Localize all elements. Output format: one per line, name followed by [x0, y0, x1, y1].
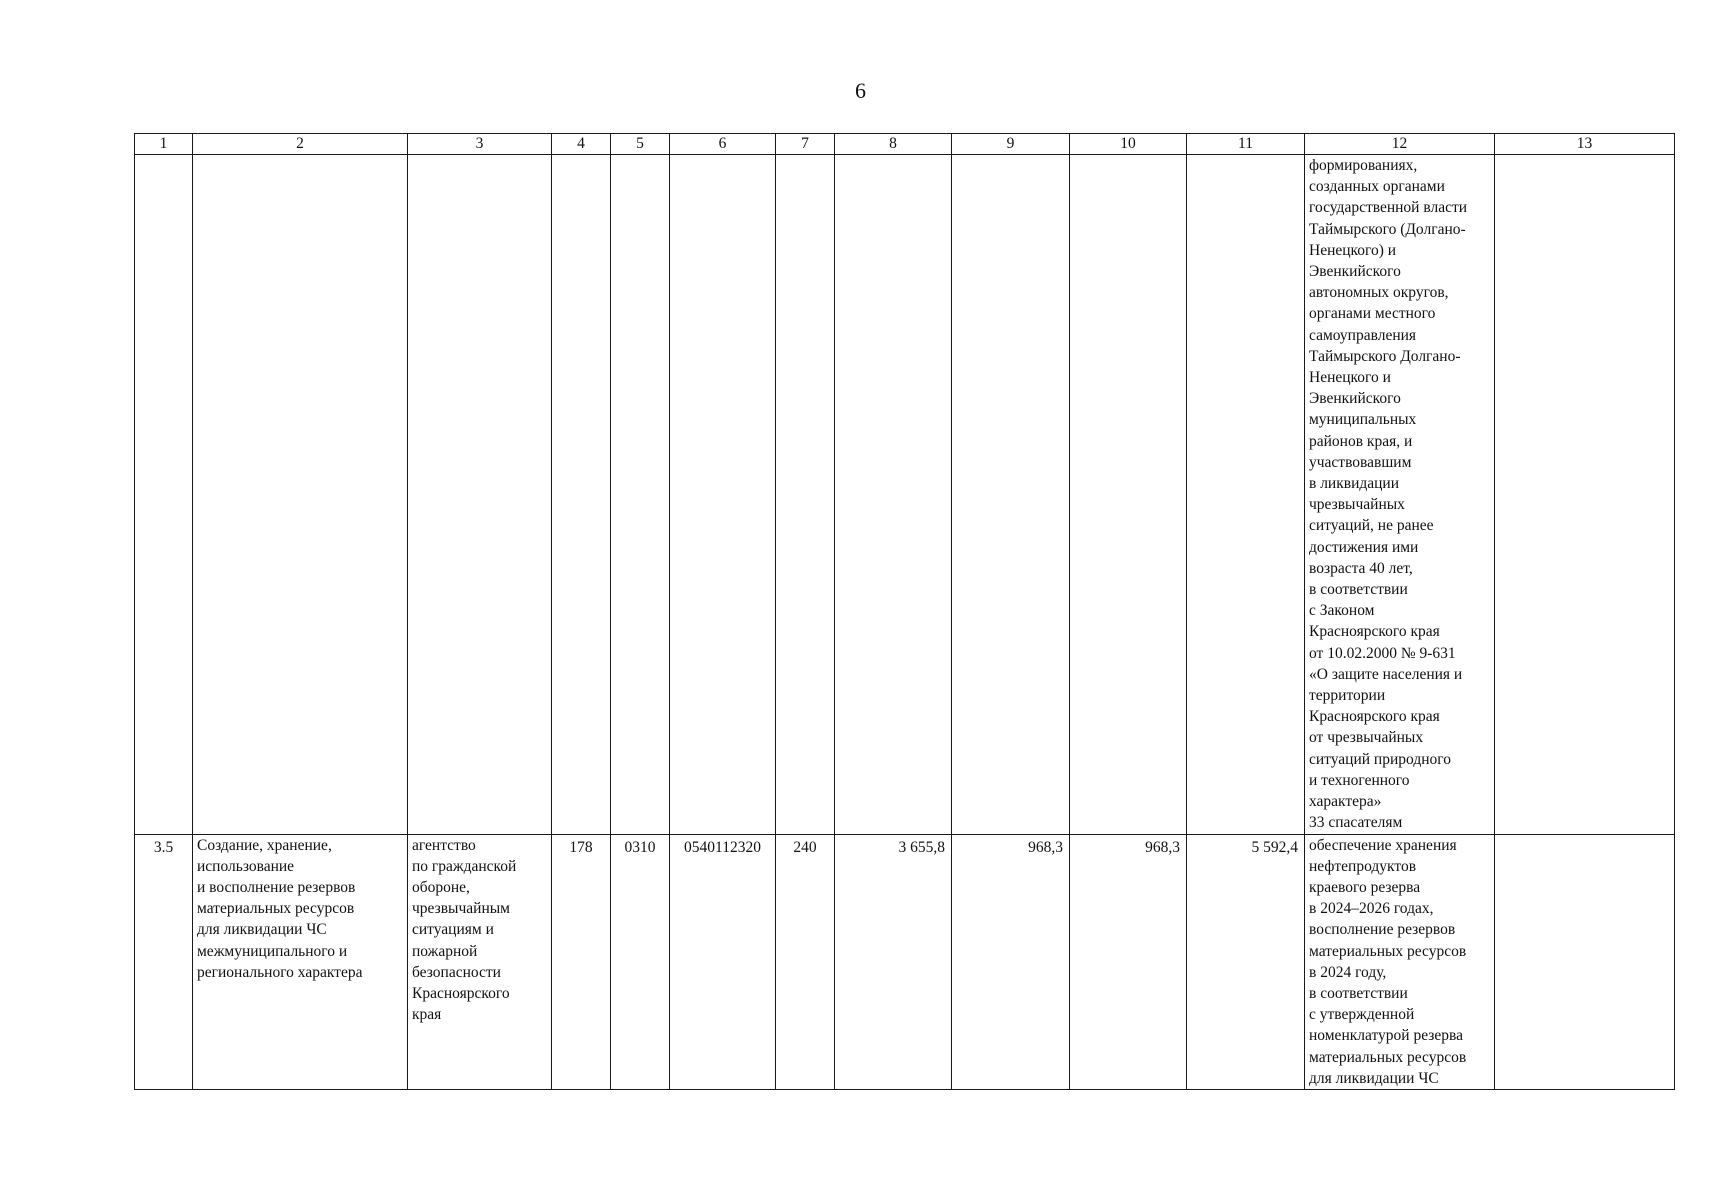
cell-empty [1070, 155, 1187, 835]
header-col-2: 2 [193, 134, 408, 155]
header-col-9: 9 [952, 134, 1070, 155]
cell-empty [670, 155, 776, 835]
cell-result-description: обеспечение хранения нефтепродуктов краевого резерва в 2024–2026 годах, восполнение резервов материальных ресурсов в 2024 году, в соответствии с утвержденной номенклатурой резерва материальных ресурсов для ликвидации ЧС [1305, 834, 1495, 1089]
cell-empty [952, 155, 1070, 835]
table-row-3-5 [135, 834, 1675, 1089]
cell-empty [408, 155, 552, 835]
page-number: 6 [855, 78, 866, 103]
header-col-8: 8 [835, 134, 952, 155]
header-col-7: 7 [776, 134, 835, 155]
cell-grbs-code: 178 [552, 834, 611, 1089]
table-row-continuation [135, 155, 1675, 835]
cell-administrator: агентство по гражданской обороне, чрезвычайным ситуациям и пожарной безопасности Красноярского края [408, 834, 552, 1089]
header-col-1: 1 [135, 134, 193, 155]
header-col-11: 11 [1187, 134, 1305, 155]
header-col-4: 4 [552, 134, 611, 155]
cell-row-number: 3.5 [135, 834, 193, 1089]
cell-empty [135, 155, 193, 835]
cell-empty [611, 155, 670, 835]
cell-amount-year-2: 968,3 [952, 834, 1070, 1089]
cell-empty [776, 155, 835, 835]
cell-csr-code: 0540112320 [670, 834, 776, 1089]
cell-vr-code: 240 [776, 834, 835, 1089]
budget-table [134, 133, 1675, 1090]
cell-empty [1495, 155, 1675, 835]
header-col-3: 3 [408, 134, 552, 155]
cell-rzpr-code: 0310 [611, 834, 670, 1089]
header-col-12: 12 [1305, 134, 1495, 155]
cell-amount-year-3: 968,3 [1070, 834, 1187, 1089]
cell-result-description: формированиях, созданных органами государственной власти Таймырского (Долгано- Ненецкого) и Эвенкийского автономных округов, органами местного самоуправления Таймырского Долгано- Ненецкого и Эвенкийского муниципальных районов края, и участвовавшим в ликвидации чрезвычайных ситуаций, не ранее достижения ими возраста 40 лет, в соответствии с Законом Красноярского края от 10.02.2000 № 9-631 «О защите населения и территории Красноярского края от чрезвычайных ситуаций природного и техногенного характера» 33 спасателям [1305, 155, 1495, 835]
cell-empty [835, 155, 952, 835]
header-col-6: 6 [670, 134, 776, 155]
cell-empty [1187, 155, 1305, 835]
header-col-13: 13 [1495, 134, 1675, 155]
header-col-5: 5 [611, 134, 670, 155]
cell-note [1495, 834, 1675, 1089]
cell-amount-total: 5 592,4 [1187, 834, 1305, 1089]
cell-activity-name: Создание, хранение, использование и восполнение резервов материальных ресурсов для ликвидации ЧС межмуниципального и регионального характера [193, 834, 408, 1089]
header-row [135, 134, 1675, 155]
cell-empty [193, 155, 408, 835]
header-col-10: 10 [1070, 134, 1187, 155]
cell-empty [552, 155, 611, 835]
cell-amount-year-1: 3 655,8 [835, 834, 952, 1089]
